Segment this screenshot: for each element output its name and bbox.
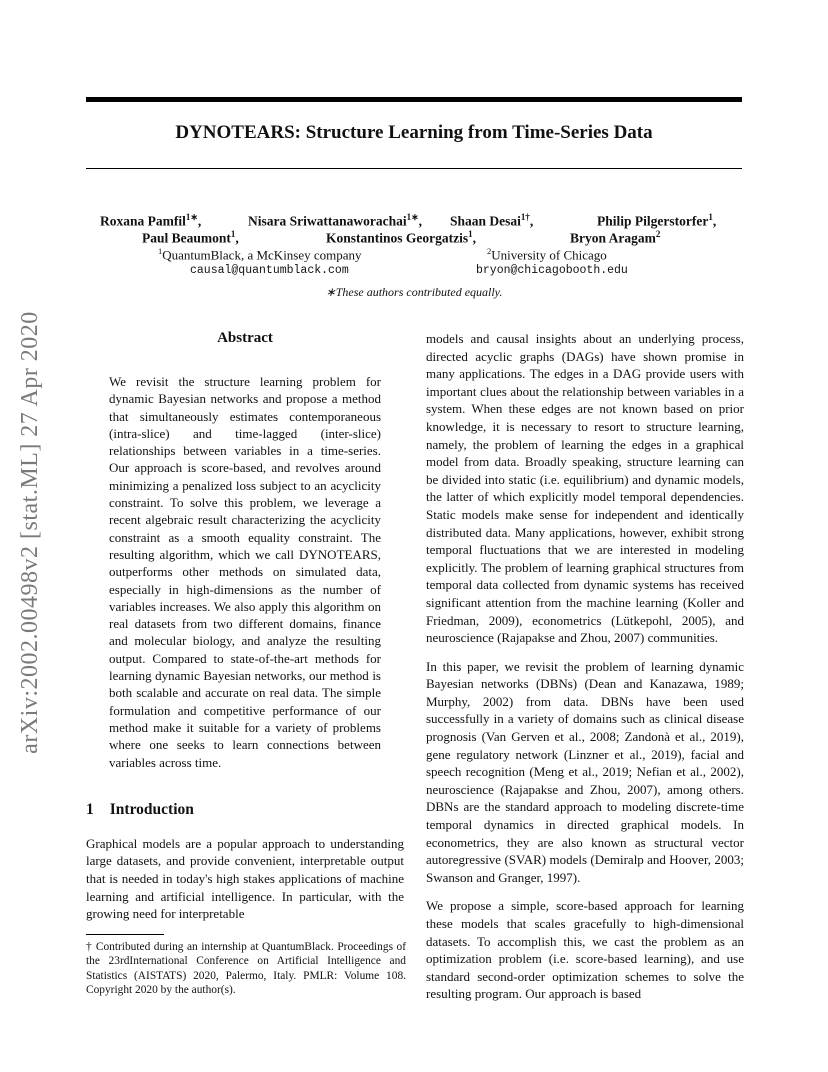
body-paragraph: models and causal insights about an underlying process, directed acyclic graphs (DAGs) have shown promise in many applications. The edges in a DAG provide users with important clues about the relationship between variables in a system. When these edges are not known based on prior knowledge, it is necessary to resort to structure learning, namely, the problem of learning the edges in a graphical model from data. Broadly speaking, structure learning can be divided into static (i.e. equilibrium) and dynamic models, the latter of which explicitly model temporal dependencies. Static models make sense for independent and identically distributed data. Many applications, however, exhibit strong temporal fluctuations that we are interested in modeling explicitly. The problem of learning graphical structures from temporal data collected from dynamic systems has received significant attention from the machine learning (Koller and Friedman, 2009), econometrics (Lütkepohl, 2005), and neuroscience (Rajapakse and Zhou, 2007) communities. (426, 331, 744, 646)
title-top-rule (86, 97, 742, 102)
author: Nisara Sriwattanaworachai$^{1∗}$, (248, 212, 423, 229)
section-heading (86, 801, 404, 819)
author: Shaan Desai$^{1\dagger}$, (450, 212, 534, 229)
left-column (86, 330, 404, 934)
author: Bryon Aragam$^2$ (570, 229, 661, 246)
equal-contribution-note: ∗These authors contributed equally. (325, 285, 503, 299)
footnote-rule (86, 934, 164, 935)
author: Paul Beaumont$^1$, (142, 229, 239, 246)
arxiv-identifier: arXiv:2002.00498v2 [stat.ML] 27 Apr 2020 (16, 310, 43, 754)
body-paragraph: We propose a simple, score-based approach for learning these models that scales gracefully to high-dimensional datasets. To accomplish this, we cast the problem as an optimization problem (i.e. score-based learning), and use standard second-order optimization schemes to solve the resulting program. Our approach is based (426, 898, 744, 1002)
paper-title: DYNOTEARS: Structure Learning from Time-Series Data (175, 122, 653, 143)
affiliation-1: $^1$QuantumBlack, a McKinsey company (158, 246, 362, 263)
section-number: 1 (86, 800, 94, 818)
author: Konstantinos Georgatzis$^1$, (326, 229, 477, 246)
intro-paragraph: Graphical models are a popular approach to understanding large datasets, and provide convenient, interpretable output that is needed in today's high stakes applications of machine learning and artificial intelligence. In particular, with the growing need for interpretable (86, 835, 404, 922)
body-paragraph: In this paper, we revisit the problem of learning dynamic Bayesian networks (DBNs) (Dean and Kanazawa, 1989; Murphy, 2002) from data. DBNs have been used successfully in a variety of domains such as clinical disease prognosis (Van Gerven et al., 2008; Zandonà et al., 2019), gene regulatory network (Linzner et al., 2019), facial and speech recognition (Meng et al., 2019; Nefian et al., 2002), neuroscience (Rajapakse and Zhou, 2007), among others. DBNs are the standard approach to modeling discrete-time temporal dynamics in directed graphical models. In econometrics, they are also known as structural vector autoregressive (SVAR) models (Demiralp and Hoover, 2003; Swanson and Granger, 1997). (426, 658, 744, 885)
author: Philip Pilgerstorfer$^1$, (597, 212, 717, 229)
right-column (426, 330, 744, 1014)
abstract-heading: Abstract (217, 330, 273, 346)
section-title: Introduction (109, 800, 194, 818)
email-2: bryon@chicagobooth.edu (476, 264, 628, 277)
author: Roxana Pamfil$^{1∗}$, (100, 212, 202, 229)
email-1: causal@quantumblack.com (190, 264, 349, 277)
title-bottom-rule (86, 168, 742, 169)
arxiv-sidebar (12, 282, 48, 782)
footnote: † Contributed during an internship at QuantumBlack. Proceedings of the 23rdInternational Conference on Artificial Intelligence and Statistics (AISTATS) 2020, Palermo, Italy. PMLR: Volume 108. Copyright 2020 by the author(s). (86, 941, 406, 996)
affiliation-2: $^2$University of Chicago (487, 246, 607, 263)
abstract-text: We revisit the structure learning problem for dynamic Bayesian networks and propose a method that simultaneously estimates contemporaneous (intra-slice) and time-lagged (inter-slice) relationships between variables in a time-series. Our approach is score-based, and revolves around minimizing a penalized loss subject to an acyclicity constraint. To solve this problem, we leverage a recent algebraic result characterizing the acyclicity constraint as a smooth equality constraint. The resulting algorithm, which we call DYNOTEARS, outperforms other methods on simulated data, especially in high-dimensions as the number of variables increases. We also apply this algorithm on real datasets from two different domains, finance and molecular biology, and analyze the resulting output. Compared to state-of-the-art methods for learning dynamic Bayesian networks, our method is both scalable and accurate on real data. The simple formulation and competitive performance of our method make it suitable for a variety of problems where one seeks to learn connections between variables across time. (109, 374, 381, 770)
